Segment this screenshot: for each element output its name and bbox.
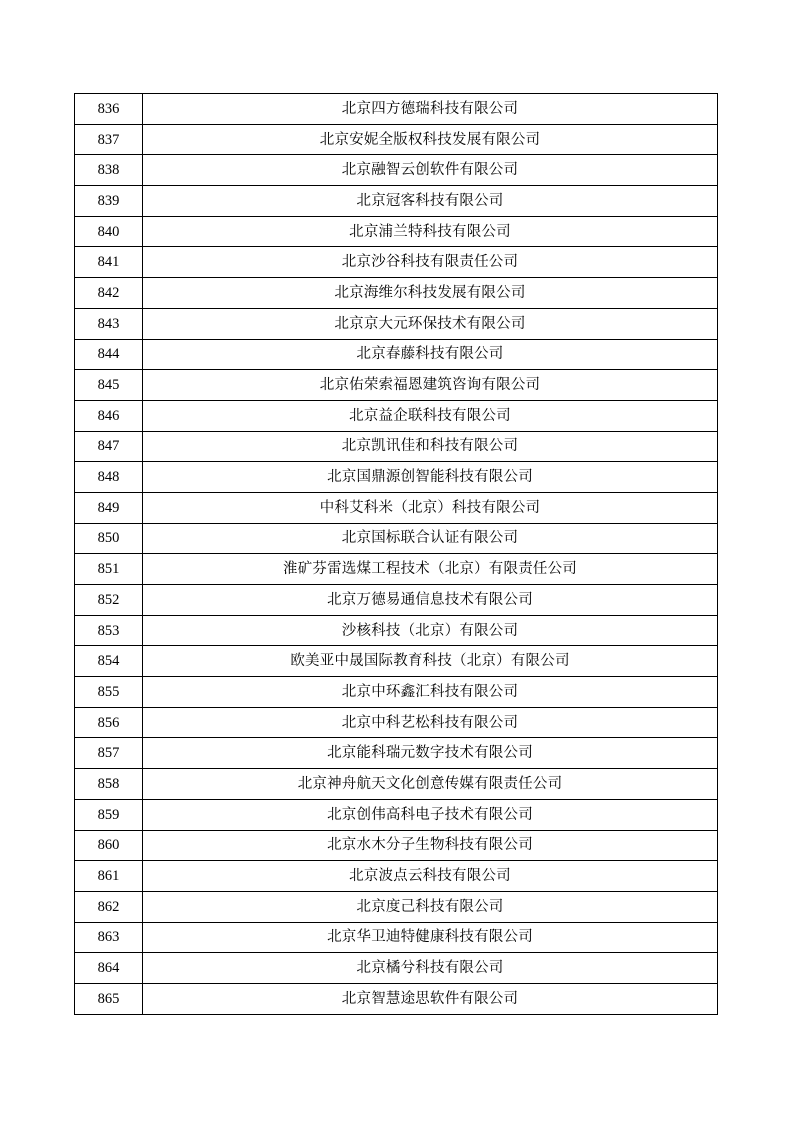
row-number-cell: 836 bbox=[75, 94, 143, 125]
row-number-cell: 838 bbox=[75, 155, 143, 186]
company-name-cell: 北京四方德瑞科技有限公司 bbox=[143, 94, 718, 125]
table-row bbox=[75, 523, 718, 554]
row-number-cell: 852 bbox=[75, 585, 143, 616]
table-row bbox=[75, 646, 718, 677]
row-number-cell: 856 bbox=[75, 707, 143, 738]
table-row bbox=[75, 492, 718, 523]
row-number-cell: 861 bbox=[75, 861, 143, 892]
company-name-cell: 北京冠客科技有限公司 bbox=[143, 186, 718, 217]
table-body bbox=[75, 94, 718, 1015]
table-row bbox=[75, 861, 718, 892]
row-number-cell: 862 bbox=[75, 891, 143, 922]
company-name-cell: 北京京大元环保技术有限公司 bbox=[143, 308, 718, 339]
company-name-cell: 北京橘兮科技有限公司 bbox=[143, 953, 718, 984]
table-row bbox=[75, 585, 718, 616]
table-row bbox=[75, 983, 718, 1014]
row-number-cell: 845 bbox=[75, 370, 143, 401]
company-name-cell: 北京华卫迪特健康科技有限公司 bbox=[143, 922, 718, 953]
company-name-cell: 沙核科技（北京）有限公司 bbox=[143, 615, 718, 646]
company-name-cell: 北京能科瑞元数字技术有限公司 bbox=[143, 738, 718, 769]
row-number-cell: 847 bbox=[75, 431, 143, 462]
company-list-table bbox=[74, 93, 718, 1015]
row-number-cell: 854 bbox=[75, 646, 143, 677]
row-number-cell: 858 bbox=[75, 769, 143, 800]
table-row bbox=[75, 891, 718, 922]
table-row bbox=[75, 707, 718, 738]
table-row bbox=[75, 830, 718, 861]
row-number-cell: 841 bbox=[75, 247, 143, 278]
row-number-cell: 849 bbox=[75, 492, 143, 523]
table-row bbox=[75, 677, 718, 708]
table-row bbox=[75, 124, 718, 155]
table-row bbox=[75, 922, 718, 953]
table-row bbox=[75, 400, 718, 431]
table-row bbox=[75, 769, 718, 800]
row-number-cell: 843 bbox=[75, 308, 143, 339]
row-number-cell: 850 bbox=[75, 523, 143, 554]
table-row bbox=[75, 799, 718, 830]
table-row bbox=[75, 155, 718, 186]
table-row bbox=[75, 431, 718, 462]
table-row bbox=[75, 308, 718, 339]
row-number-cell: 840 bbox=[75, 216, 143, 247]
row-number-cell: 863 bbox=[75, 922, 143, 953]
table-row bbox=[75, 247, 718, 278]
company-name-cell: 北京水木分子生物科技有限公司 bbox=[143, 830, 718, 861]
company-name-cell: 北京沙谷科技有限责任公司 bbox=[143, 247, 718, 278]
table-row bbox=[75, 462, 718, 493]
company-name-cell: 北京海维尔科技发展有限公司 bbox=[143, 278, 718, 309]
row-number-cell: 865 bbox=[75, 983, 143, 1014]
row-number-cell: 851 bbox=[75, 554, 143, 585]
company-name-cell: 北京神舟航天文化创意传媒有限责任公司 bbox=[143, 769, 718, 800]
row-number-cell: 853 bbox=[75, 615, 143, 646]
company-name-cell: 北京智慧途思软件有限公司 bbox=[143, 983, 718, 1014]
row-number-cell: 860 bbox=[75, 830, 143, 861]
company-name-cell: 北京融智云创软件有限公司 bbox=[143, 155, 718, 186]
company-name-cell: 北京中科艺松科技有限公司 bbox=[143, 707, 718, 738]
company-name-cell: 北京创伟高科电子技术有限公司 bbox=[143, 799, 718, 830]
company-name-cell: 北京佑荣索福恩建筑咨询有限公司 bbox=[143, 370, 718, 401]
table-row bbox=[75, 278, 718, 309]
company-name-cell: 欧美亚中晟国际教育科技（北京）有限公司 bbox=[143, 646, 718, 677]
company-name-cell: 北京浦兰特科技有限公司 bbox=[143, 216, 718, 247]
row-number-cell: 839 bbox=[75, 186, 143, 217]
row-number-cell: 859 bbox=[75, 799, 143, 830]
company-name-cell: 北京安妮全版权科技发展有限公司 bbox=[143, 124, 718, 155]
table-row bbox=[75, 216, 718, 247]
row-number-cell: 855 bbox=[75, 677, 143, 708]
row-number-cell: 857 bbox=[75, 738, 143, 769]
company-name-cell: 北京中环鑫汇科技有限公司 bbox=[143, 677, 718, 708]
company-name-cell: 中科艾科米（北京）科技有限公司 bbox=[143, 492, 718, 523]
table-row bbox=[75, 370, 718, 401]
table-row bbox=[75, 615, 718, 646]
table-row bbox=[75, 554, 718, 585]
row-number-cell: 842 bbox=[75, 278, 143, 309]
company-name-cell: 北京度己科技有限公司 bbox=[143, 891, 718, 922]
table-row bbox=[75, 339, 718, 370]
table-row bbox=[75, 738, 718, 769]
table-row bbox=[75, 953, 718, 984]
company-name-cell: 北京国鼎源创智能科技有限公司 bbox=[143, 462, 718, 493]
table-row bbox=[75, 94, 718, 125]
company-name-cell: 北京益企联科技有限公司 bbox=[143, 400, 718, 431]
row-number-cell: 844 bbox=[75, 339, 143, 370]
company-name-cell: 北京万德易通信息技术有限公司 bbox=[143, 585, 718, 616]
row-number-cell: 864 bbox=[75, 953, 143, 984]
company-name-cell: 北京波点云科技有限公司 bbox=[143, 861, 718, 892]
row-number-cell: 837 bbox=[75, 124, 143, 155]
table-row bbox=[75, 186, 718, 217]
company-name-cell: 北京春藤科技有限公司 bbox=[143, 339, 718, 370]
row-number-cell: 846 bbox=[75, 400, 143, 431]
row-number-cell: 848 bbox=[75, 462, 143, 493]
company-name-cell: 北京国标联合认证有限公司 bbox=[143, 523, 718, 554]
company-name-cell: 淮矿芬雷选煤工程技术（北京）有限责任公司 bbox=[143, 554, 718, 585]
company-name-cell: 北京凯讯佳和科技有限公司 bbox=[143, 431, 718, 462]
